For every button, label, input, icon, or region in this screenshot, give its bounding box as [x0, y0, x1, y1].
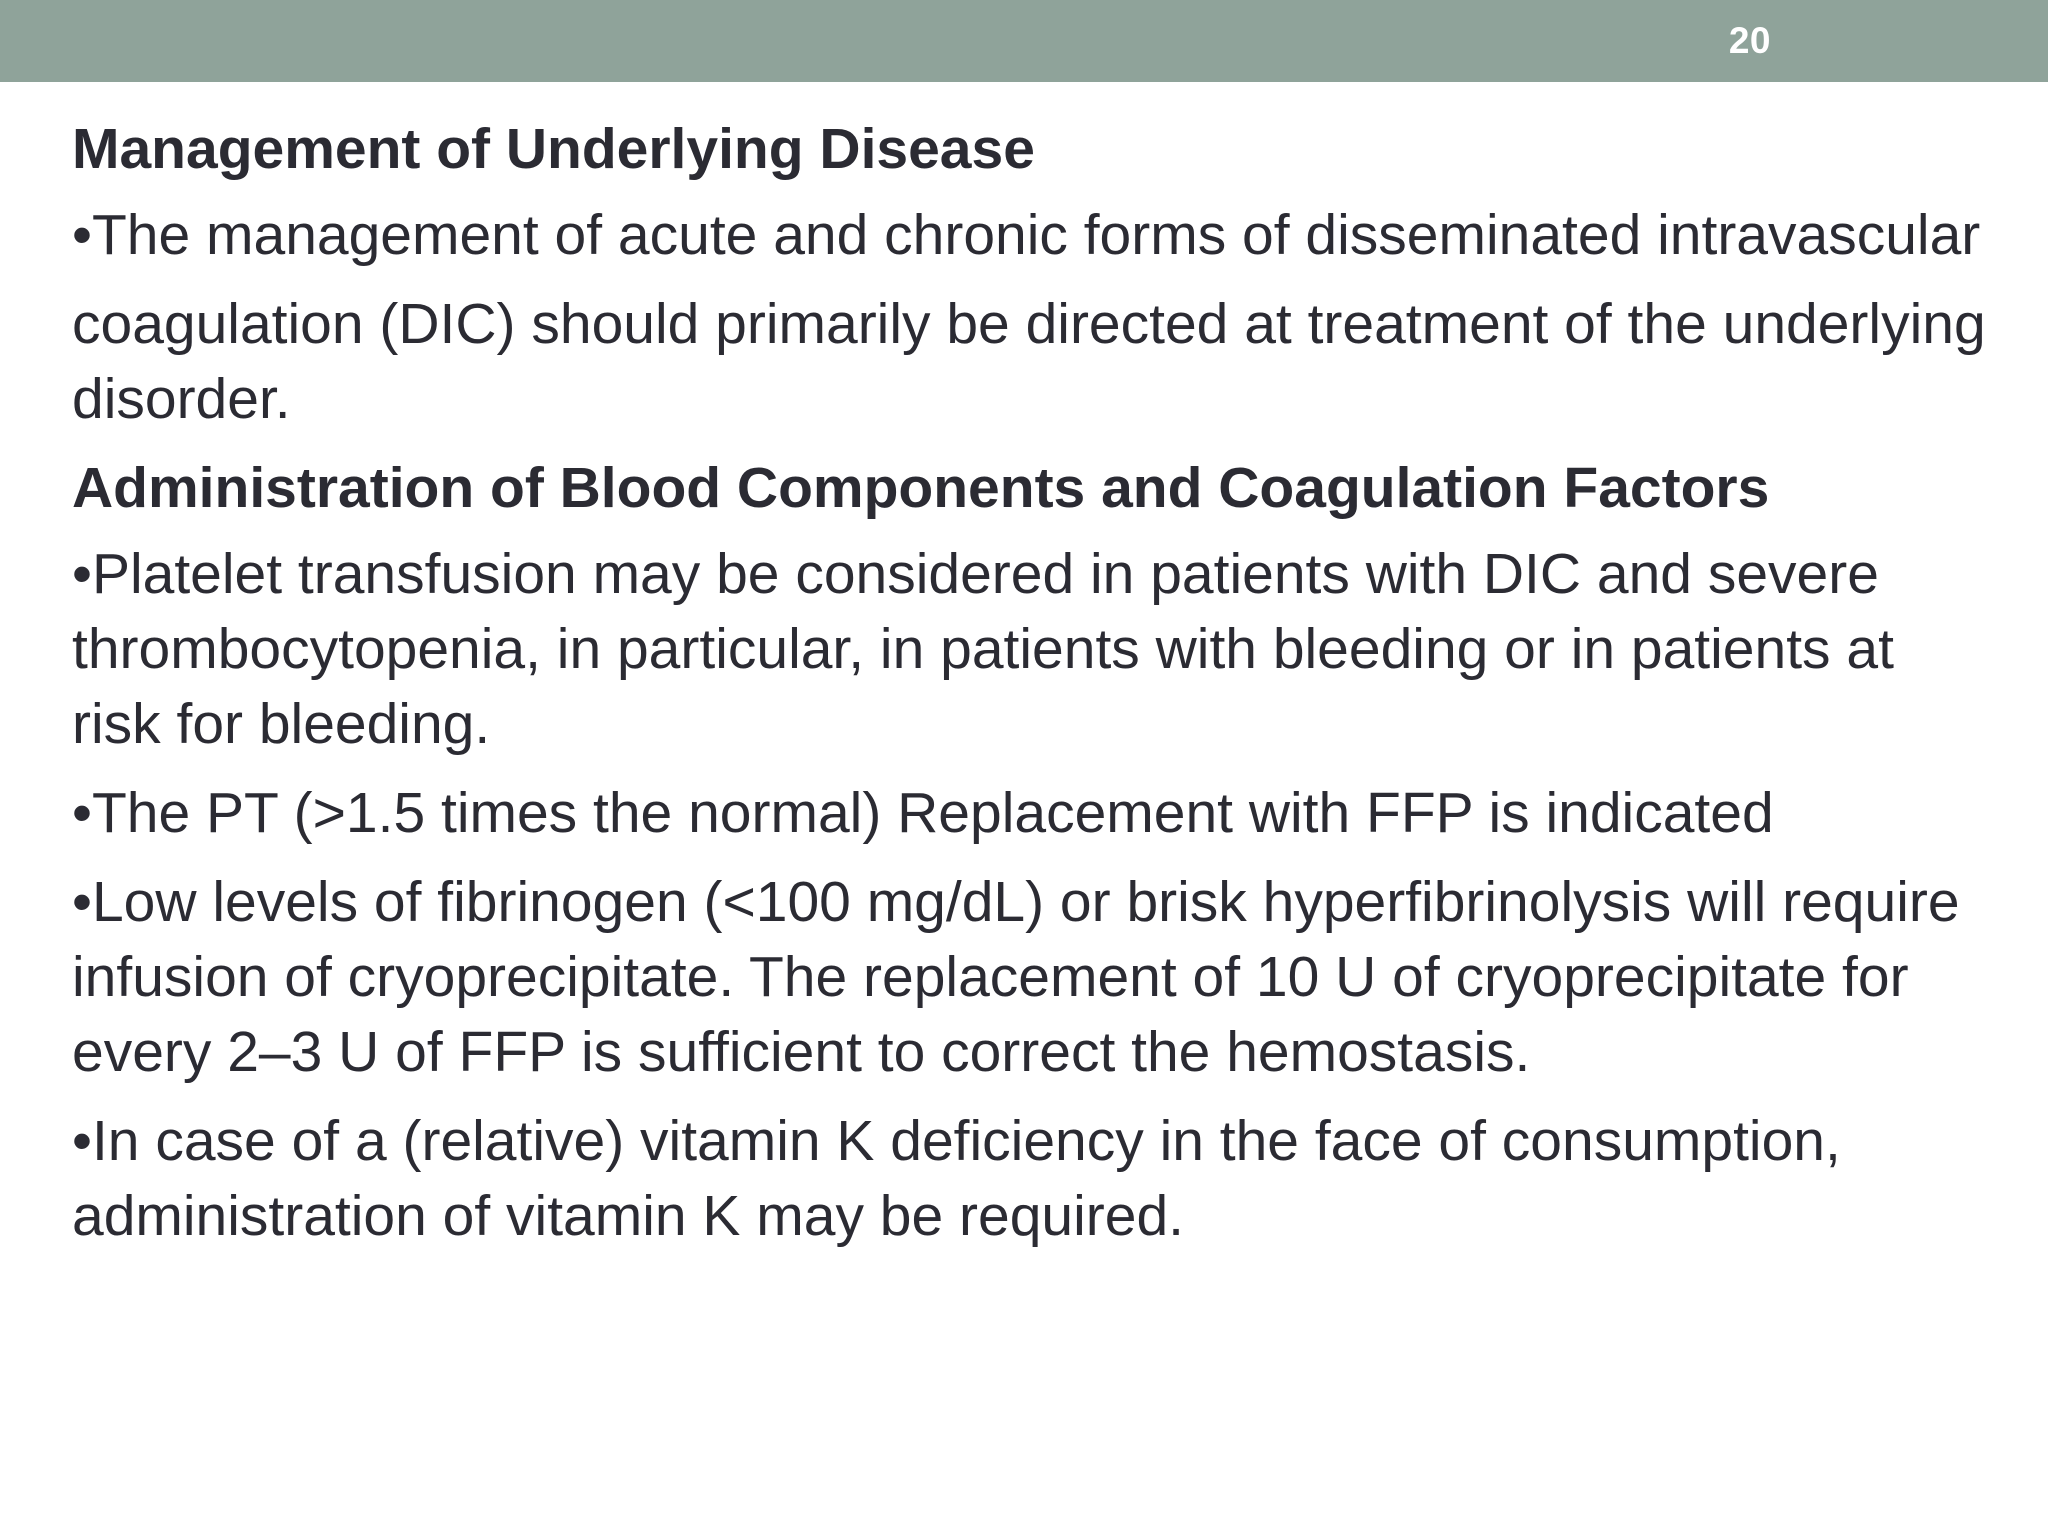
administration-bullet-pt: •The PT (>1.5 times the normal) Replacement with FFP is indicated — [72, 781, 1774, 845]
heading-administration: Administration of Blood Components and Coagulation Factors — [72, 456, 1770, 520]
heading-management: Management of Underlying Disease — [72, 117, 1035, 181]
administration-bullet-vitamin-k: •In case of a (relative) vitamin K deficiency in the face of consumption, administration of vitamin K may be required. — [72, 1109, 1841, 1248]
management-paragraph-2: coagulation (DIC) should primarily be directed at treatment of the underlying disorder. — [72, 292, 1986, 431]
slide-content — [72, 112, 1992, 1268]
administration-bullet-fibrinogen: •Low levels of fibrinogen (<100 mg/dL) or brisk hyperfibrinolysis will require infusion of cryoprecipitate. The replacement of 10 U of cryoprecipitate for every 2–3 U of FFP is sufficient to correct the hemostasis. — [72, 870, 1960, 1084]
slide-number: 20 — [1728, 20, 1771, 61]
management-paragraph-1: •The management of acute and chronic forms of disseminated intravascular — [72, 203, 1981, 267]
slide-header-bar — [0, 0, 2048, 82]
administration-bullet-platelet: •Platelet transfusion may be considered in patients with DIC and severe thrombocytopenia, in particular, in patients with bleeding or in patients at risk for bleeding. — [72, 542, 1894, 756]
